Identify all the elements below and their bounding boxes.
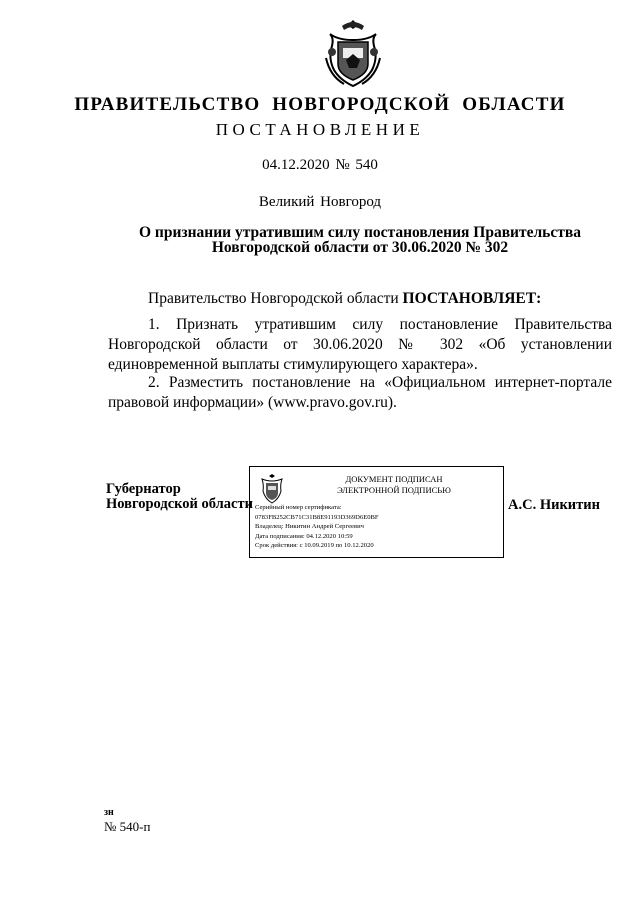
signing-date: Дата подписания: 04.12.2020 10:59 [255, 532, 353, 540]
stamp-coat-of-arms-icon [259, 473, 285, 505]
footer [104, 806, 150, 834]
document-title: О признании утратившим силу постановления Правительства Новгородской области от 30.06.2020 № 302 [138, 224, 581, 256]
certificate-serial-label: Серийный номер сертификата: [255, 504, 342, 511]
certificate-serial: 0783FB252CB71C31B8E91193D369D6E0BF [255, 513, 379, 521]
certificate-validity: Срок действия: с 10.09.2019 по 10.12.2020 [255, 542, 374, 550]
certificate-owner: Владелец: Никитин Андрей Сергеевич [255, 523, 364, 531]
stamp-heading [294, 474, 494, 496]
signatory-title-line2: Новгородской области [106, 496, 253, 512]
signatory-title [106, 482, 253, 512]
signatory-title-line1: Губернатор [106, 481, 181, 497]
e-signature-stamp [249, 466, 504, 558]
stamp-heading-line1: ДОКУМЕНТ ПОДПИСАН [345, 474, 443, 484]
date-and-number: 04.12.2020 № 540 [262, 157, 378, 173]
city: Великий Новгород [258, 194, 382, 210]
intro-text: Правительство Новгородской области [148, 290, 403, 307]
decree-word: ПОСТАНОВЛЯЕТ: [402, 290, 542, 307]
stamp-details [255, 503, 379, 551]
footer-number: № 540-п [104, 819, 151, 834]
org-name: ПРАВИТЕЛЬСТВО НОВГОРОДСКОЙ ОБЛАСТИ [74, 94, 566, 115]
stamp-heading-line2: ЭЛЕКТРОННОЙ ПОДПИСЬЮ [337, 485, 451, 495]
item-2: 2. Разместить постановление на «Официальном интернет-портале правовой информации» (www.pravo.gov.ru). [108, 374, 612, 411]
signatory-name: А.С. Никитин [508, 497, 600, 513]
coat-of-arms-icon [324, 18, 382, 90]
footer-code: зн [104, 807, 114, 818]
document-type: ПОСТАНОВЛЕНИЕ [215, 120, 425, 139]
intro-paragraph [148, 289, 618, 309]
item-1: 1. Признать утратившим силу постановление Правительства Новгородской области от 30.06.2020 № 302 «Об установлении единовременной выплаты стимулирующего характера». [108, 316, 612, 373]
